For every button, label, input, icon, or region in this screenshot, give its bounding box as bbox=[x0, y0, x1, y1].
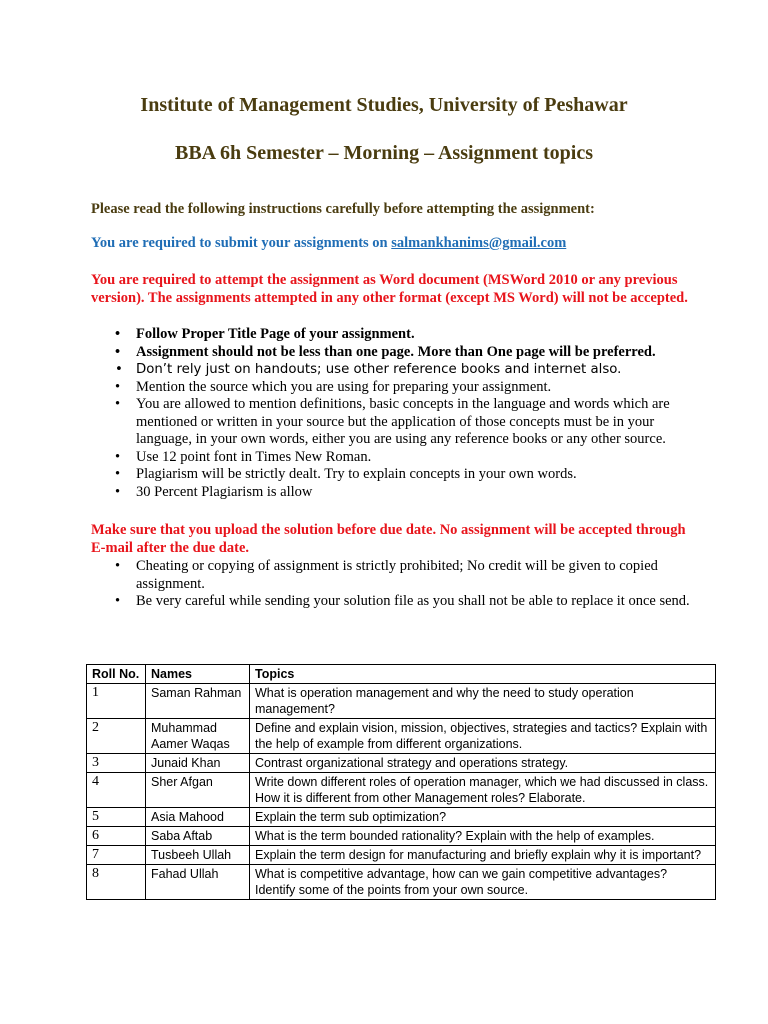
instructions-heading: Please read the following instructions carefully before attempting the assignment: bbox=[91, 201, 595, 217]
topic-cell: Explain the term sub optimization? bbox=[250, 808, 716, 827]
name-cell: Junaid Khan bbox=[146, 754, 250, 773]
name-cell: Tusbeeh Ullah bbox=[146, 846, 250, 865]
table-row bbox=[87, 719, 716, 754]
course-title: BBA 6h Semester – Morning – Assignment topics bbox=[175, 142, 593, 164]
roll-cell: 5 bbox=[87, 808, 146, 827]
topic-cell: What is competitive advantage, how can we gain competitive advantages? Identify some of the points from your own source. bbox=[250, 865, 716, 900]
table-row bbox=[87, 808, 716, 827]
roll-cell: 4 bbox=[87, 773, 146, 808]
topic-cell: What is the term bounded rationality? Explain with the help of examples. bbox=[250, 827, 716, 846]
table-row bbox=[87, 773, 716, 808]
table-row bbox=[87, 754, 716, 773]
submit-email-link[interactable]: salmankhanims@gmail.com bbox=[391, 235, 567, 251]
roll-cell: 8 bbox=[87, 865, 146, 900]
assignment-topics-table bbox=[86, 664, 716, 900]
table-row bbox=[87, 846, 716, 865]
list-item: • Be very careful while sending your solution file as you shall not be able to replace it once send. bbox=[91, 593, 691, 611]
format-warning: You are required to attempt the assignment as Word document (MSWord 2010 or any previous version). The assignments attempted in any other format (except MS Word) will not be accepted. bbox=[91, 272, 688, 306]
submit-prefix: You are required to submit your assignments on bbox=[91, 235, 392, 251]
institute-title: Institute of Management Studies, University of Peshawar bbox=[140, 94, 628, 116]
list-item: • Plagiarism will be strictly dealt. Try to explain concepts in your own words. bbox=[91, 466, 691, 484]
name-cell: Saba Aftab bbox=[146, 827, 250, 846]
list-item: • Assignment should not be less than one page. More than One page will be preferred. bbox=[91, 344, 691, 362]
deadline-warning: Make sure that you upload the solution before due date. No assignment will be accepted through E-mail after the due date. bbox=[91, 522, 686, 556]
roll-cell: 3 bbox=[87, 754, 146, 773]
list-item: • Mention the source which you are using for preparing your assignment. bbox=[91, 379, 691, 397]
list-item: • 30 Percent Plagiarism is allow bbox=[91, 484, 691, 502]
header-topics: Topics bbox=[250, 665, 716, 684]
list-item: • Don’t rely just on handouts; use other reference books and internet also. bbox=[91, 361, 691, 379]
topic-cell: Write down different roles of operation manager, which we had discussed in class. How it is different from other Management roles? Elaborate. bbox=[250, 773, 716, 808]
instruction-list bbox=[91, 326, 691, 501]
policy-list bbox=[91, 558, 691, 611]
submit-instruction bbox=[91, 235, 566, 252]
topic-cell: Define and explain vision, mission, objectives, strategies and tactics? Explain with the help of example from different organizations. bbox=[250, 719, 716, 754]
name-cell: Saman Rahman bbox=[146, 684, 250, 719]
roll-cell: 7 bbox=[87, 846, 146, 865]
name-cell: Fahad Ullah bbox=[146, 865, 250, 900]
roll-cell: 1 bbox=[87, 684, 146, 719]
name-cell: Asia Mahood bbox=[146, 808, 250, 827]
list-item: • Use 12 point font in Times New Roman. bbox=[91, 449, 691, 467]
list-item: • You are allowed to mention definitions, basic concepts in the language and words which are mentioned or written in your source but the application of those concepts must be in your language, in your own words, either you are using any reference books or any other source. bbox=[91, 396, 691, 449]
name-cell: Sher Afgan bbox=[146, 773, 250, 808]
header-names: Names bbox=[146, 665, 250, 684]
topic-cell: Contrast organizational strategy and operations strategy. bbox=[250, 754, 716, 773]
topic-cell: What is operation management and why the need to study operation management? bbox=[250, 684, 716, 719]
topic-cell: Explain the term design for manufacturing and briefly explain why it is important? bbox=[250, 846, 716, 865]
list-item: • Cheating or copying of assignment is strictly prohibited; No credit will be given to copied assignment. bbox=[91, 558, 691, 593]
roll-cell: 2 bbox=[87, 719, 146, 754]
table-row bbox=[87, 865, 716, 900]
name-cell: Muhammad Aamer Waqas bbox=[146, 719, 250, 754]
header-roll-no: Roll No. bbox=[87, 665, 146, 684]
roll-cell: 6 bbox=[87, 827, 146, 846]
table-header-row bbox=[87, 665, 716, 684]
table-row bbox=[87, 684, 716, 719]
list-item: • Follow Proper Title Page of your assignment. bbox=[91, 326, 691, 344]
table-row bbox=[87, 827, 716, 846]
